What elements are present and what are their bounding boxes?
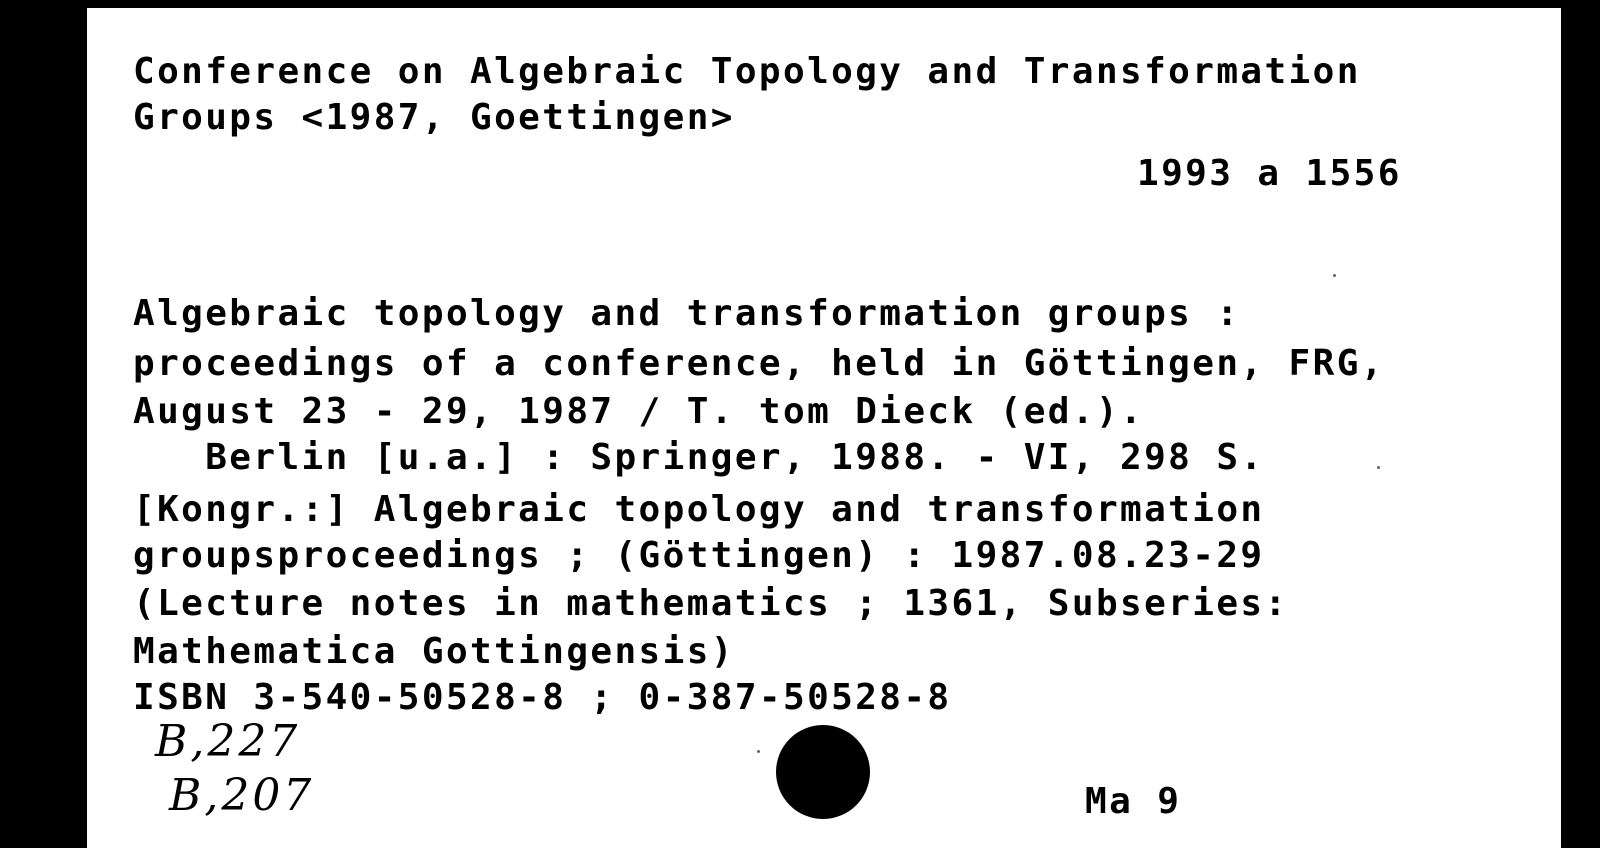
handwritten-note-2: B,207 <box>169 770 315 821</box>
shelf-mark: Ma 9 <box>1085 781 1182 822</box>
handwritten-note-1: B,227 <box>155 716 301 767</box>
conference-line-2: groupsproceedings ; (Göttingen) : 1987.08.23-29 <box>133 535 1265 576</box>
dust-speck <box>1377 466 1380 469</box>
isbn-line: ISBN 3-540-50528-8 ; 0-387-50528-8 <box>133 677 952 718</box>
title-line-1: Algebraic topology and transformation groups : <box>133 293 1241 334</box>
title-line-2: proceedings of a conference, held in Göttingen, FRG, <box>133 343 1385 384</box>
punch-hole <box>776 725 870 819</box>
conference-line-1: [Kongr.:] Algebraic topology and transformation <box>133 489 1265 530</box>
call-number: 1993 a 1556 <box>1137 153 1402 194</box>
dust-speck <box>757 750 760 753</box>
heading-line-1: Conference on Algebraic Topology and Transformation <box>133 51 1361 92</box>
title-line-3: August 23 - 29, 1987 / T. tom Dieck (ed.). <box>133 391 1145 432</box>
series-line-1: (Lecture notes in mathematics ; 1361, Subseries: <box>133 583 1289 624</box>
dust-speck <box>1333 274 1336 277</box>
series-line-2: Mathematica Gottingensis) <box>133 631 735 672</box>
heading-line-2: Groups <1987, Goettingen> <box>133 97 735 138</box>
imprint-line: Berlin [u.a.] : Springer, 1988. - VI, 298 S. <box>133 437 1265 478</box>
catalog-card <box>87 8 1561 848</box>
